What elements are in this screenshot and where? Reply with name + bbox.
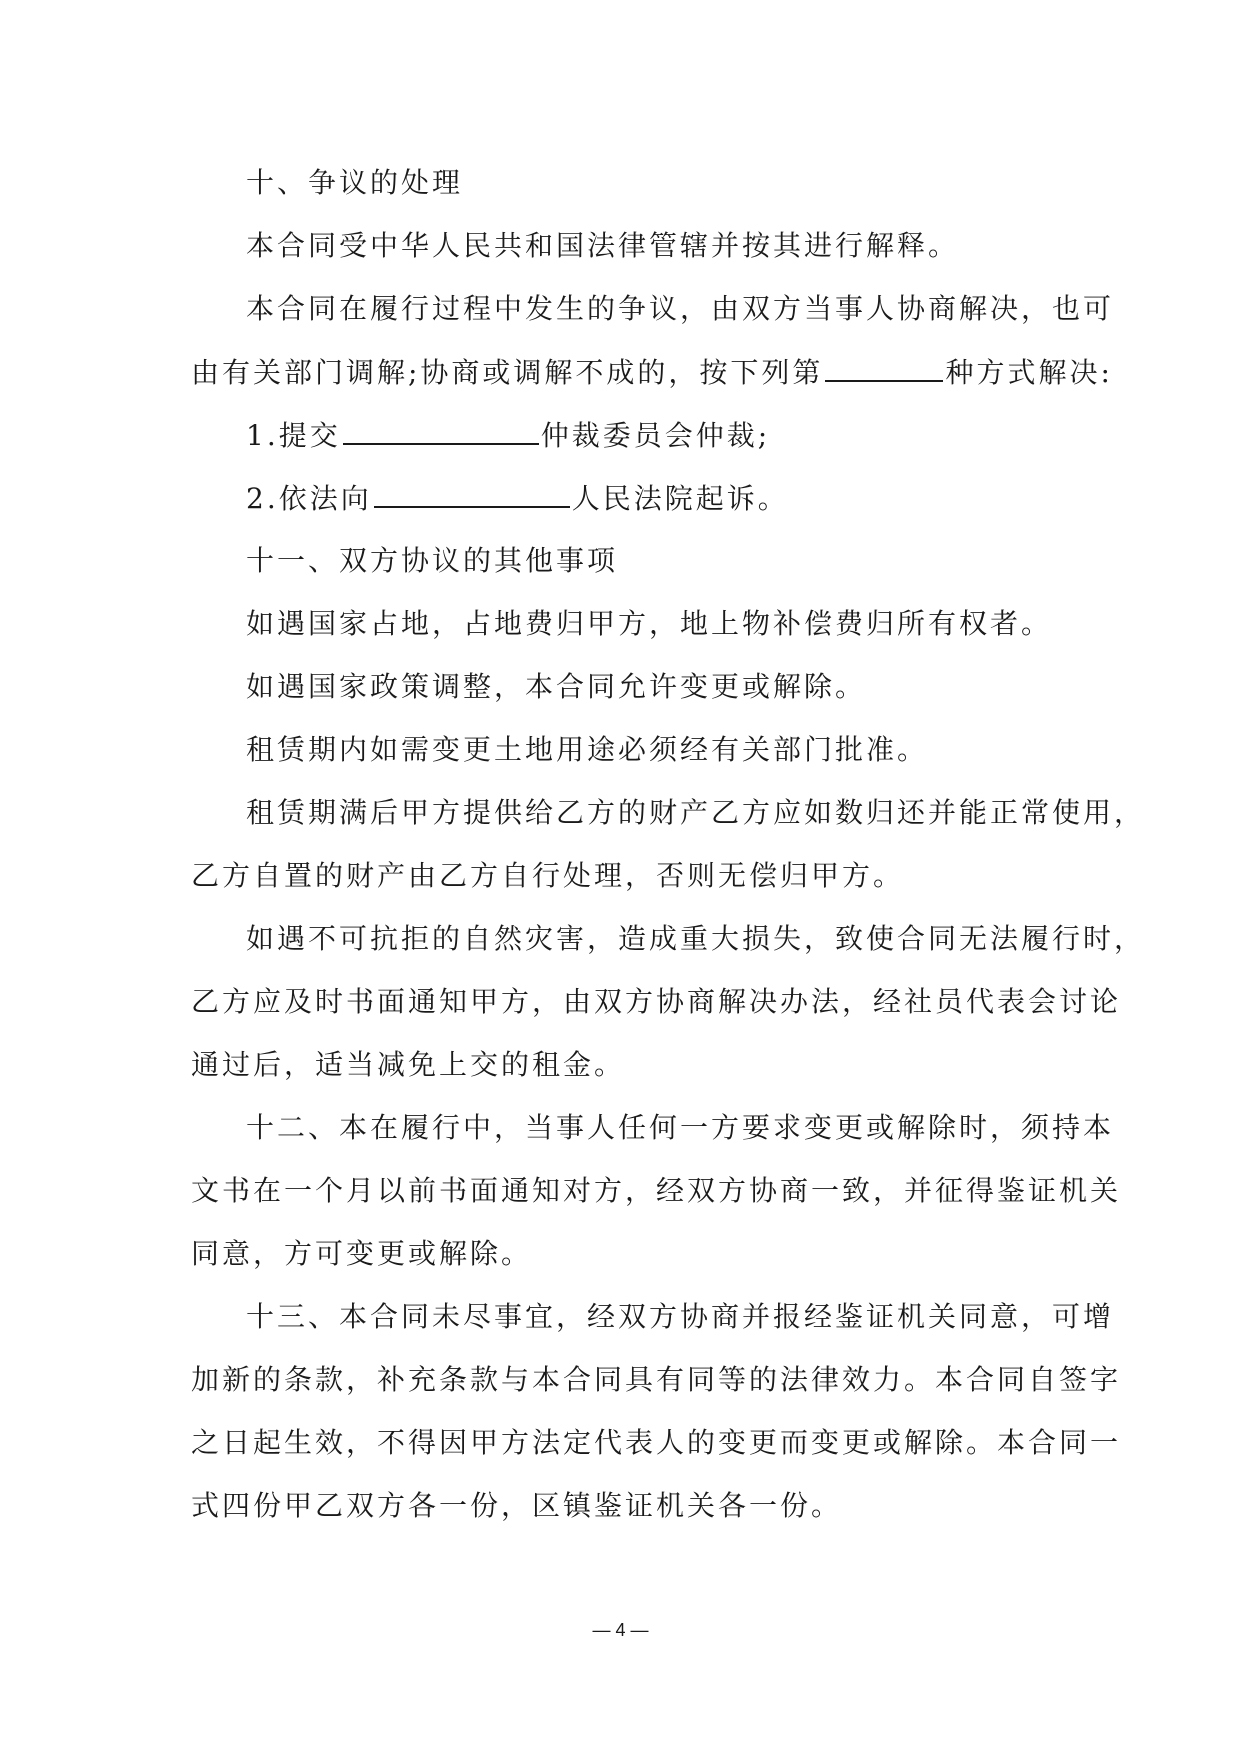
section-13-line: 十三、本合同未尽事宜，经双方协商并报经鉴证机关同意，可增 <box>246 1300 1115 1333</box>
paragraph-line: 之日起生效，不得因甲方法定代表人的变更而变更或解除。本合同一 <box>191 1426 1122 1459</box>
paragraph-line: 如遇国家占地，占地费归甲方，地上物补偿费归所有权者。 <box>246 607 1053 640</box>
paragraph-line: 加新的条款，补充条款与本合同具有同等的法律效力。本合同自签字 <box>191 1363 1122 1396</box>
paragraph-line: 乙方应及时书面通知甲方，由双方协商解决办法，经社员代表会讨论 <box>191 985 1122 1018</box>
paragraph-line: 式四份甲乙双方各一份，区镇鉴证机关各一份。 <box>191 1489 843 1522</box>
fill-in-blank <box>374 478 570 508</box>
line-text-before-blank: 由有关部门调解;协商或调解不成的，按下列第 <box>191 356 824 389</box>
line-text-after-blank: 仲裁委员会仲裁; <box>540 419 771 452</box>
fill-in-blank <box>825 352 943 382</box>
line-text-before-blank: 2.依法向 <box>246 482 372 515</box>
line-text-after-blank: 人民法院起诉。 <box>571 482 789 515</box>
option-2-line <box>246 478 789 519</box>
section-11-heading: 十一、双方协议的其他事项 <box>246 544 619 577</box>
paragraph-line: 同意，方可变更或解除。 <box>191 1237 533 1270</box>
paragraph-line: 如遇国家政策调整，本合同允许变更或解除。 <box>246 670 867 703</box>
paragraph-line: 乙方自置的财产由乙方自行处理，否则无偿归甲方。 <box>191 859 905 892</box>
paragraph-line: 本合同受中华人民共和国法律管辖并按其进行解释。 <box>246 229 960 262</box>
paragraph-line: 租赁期满后甲方提供给乙方的财产乙方应如数归还并能正常使用， <box>246 796 1146 829</box>
paragraph-line: 通过后，适当减免上交的租金。 <box>191 1048 626 1081</box>
section-12-line: 十二、本在履行中，当事人任何一方要求变更或解除时，须持本 <box>246 1111 1115 1144</box>
page-number: — 4 — <box>592 1620 649 1640</box>
paragraph-line: 如遇不可抗拒的自然灾害，造成重大损失，致使合同无法履行时， <box>246 922 1146 955</box>
line-text-before-blank: 1.提交 <box>246 419 341 452</box>
option-1-line <box>246 415 770 456</box>
paragraph-line: 租赁期内如需变更土地用途必须经有关部门批准。 <box>246 733 929 766</box>
paragraph-line-with-blank <box>191 352 1113 393</box>
paragraph-line: 本合同在履行过程中发生的争议，由双方当事人协商解决，也可 <box>246 292 1115 325</box>
section-10-heading: 十、争议的处理 <box>246 166 464 199</box>
fill-in-blank <box>343 415 539 445</box>
line-text-after-blank: 种方式解决: <box>945 356 1113 389</box>
paragraph-line: 文书在一个月以前书面通知对方，经双方协商一致，并征得鉴证机关 <box>191 1174 1122 1207</box>
